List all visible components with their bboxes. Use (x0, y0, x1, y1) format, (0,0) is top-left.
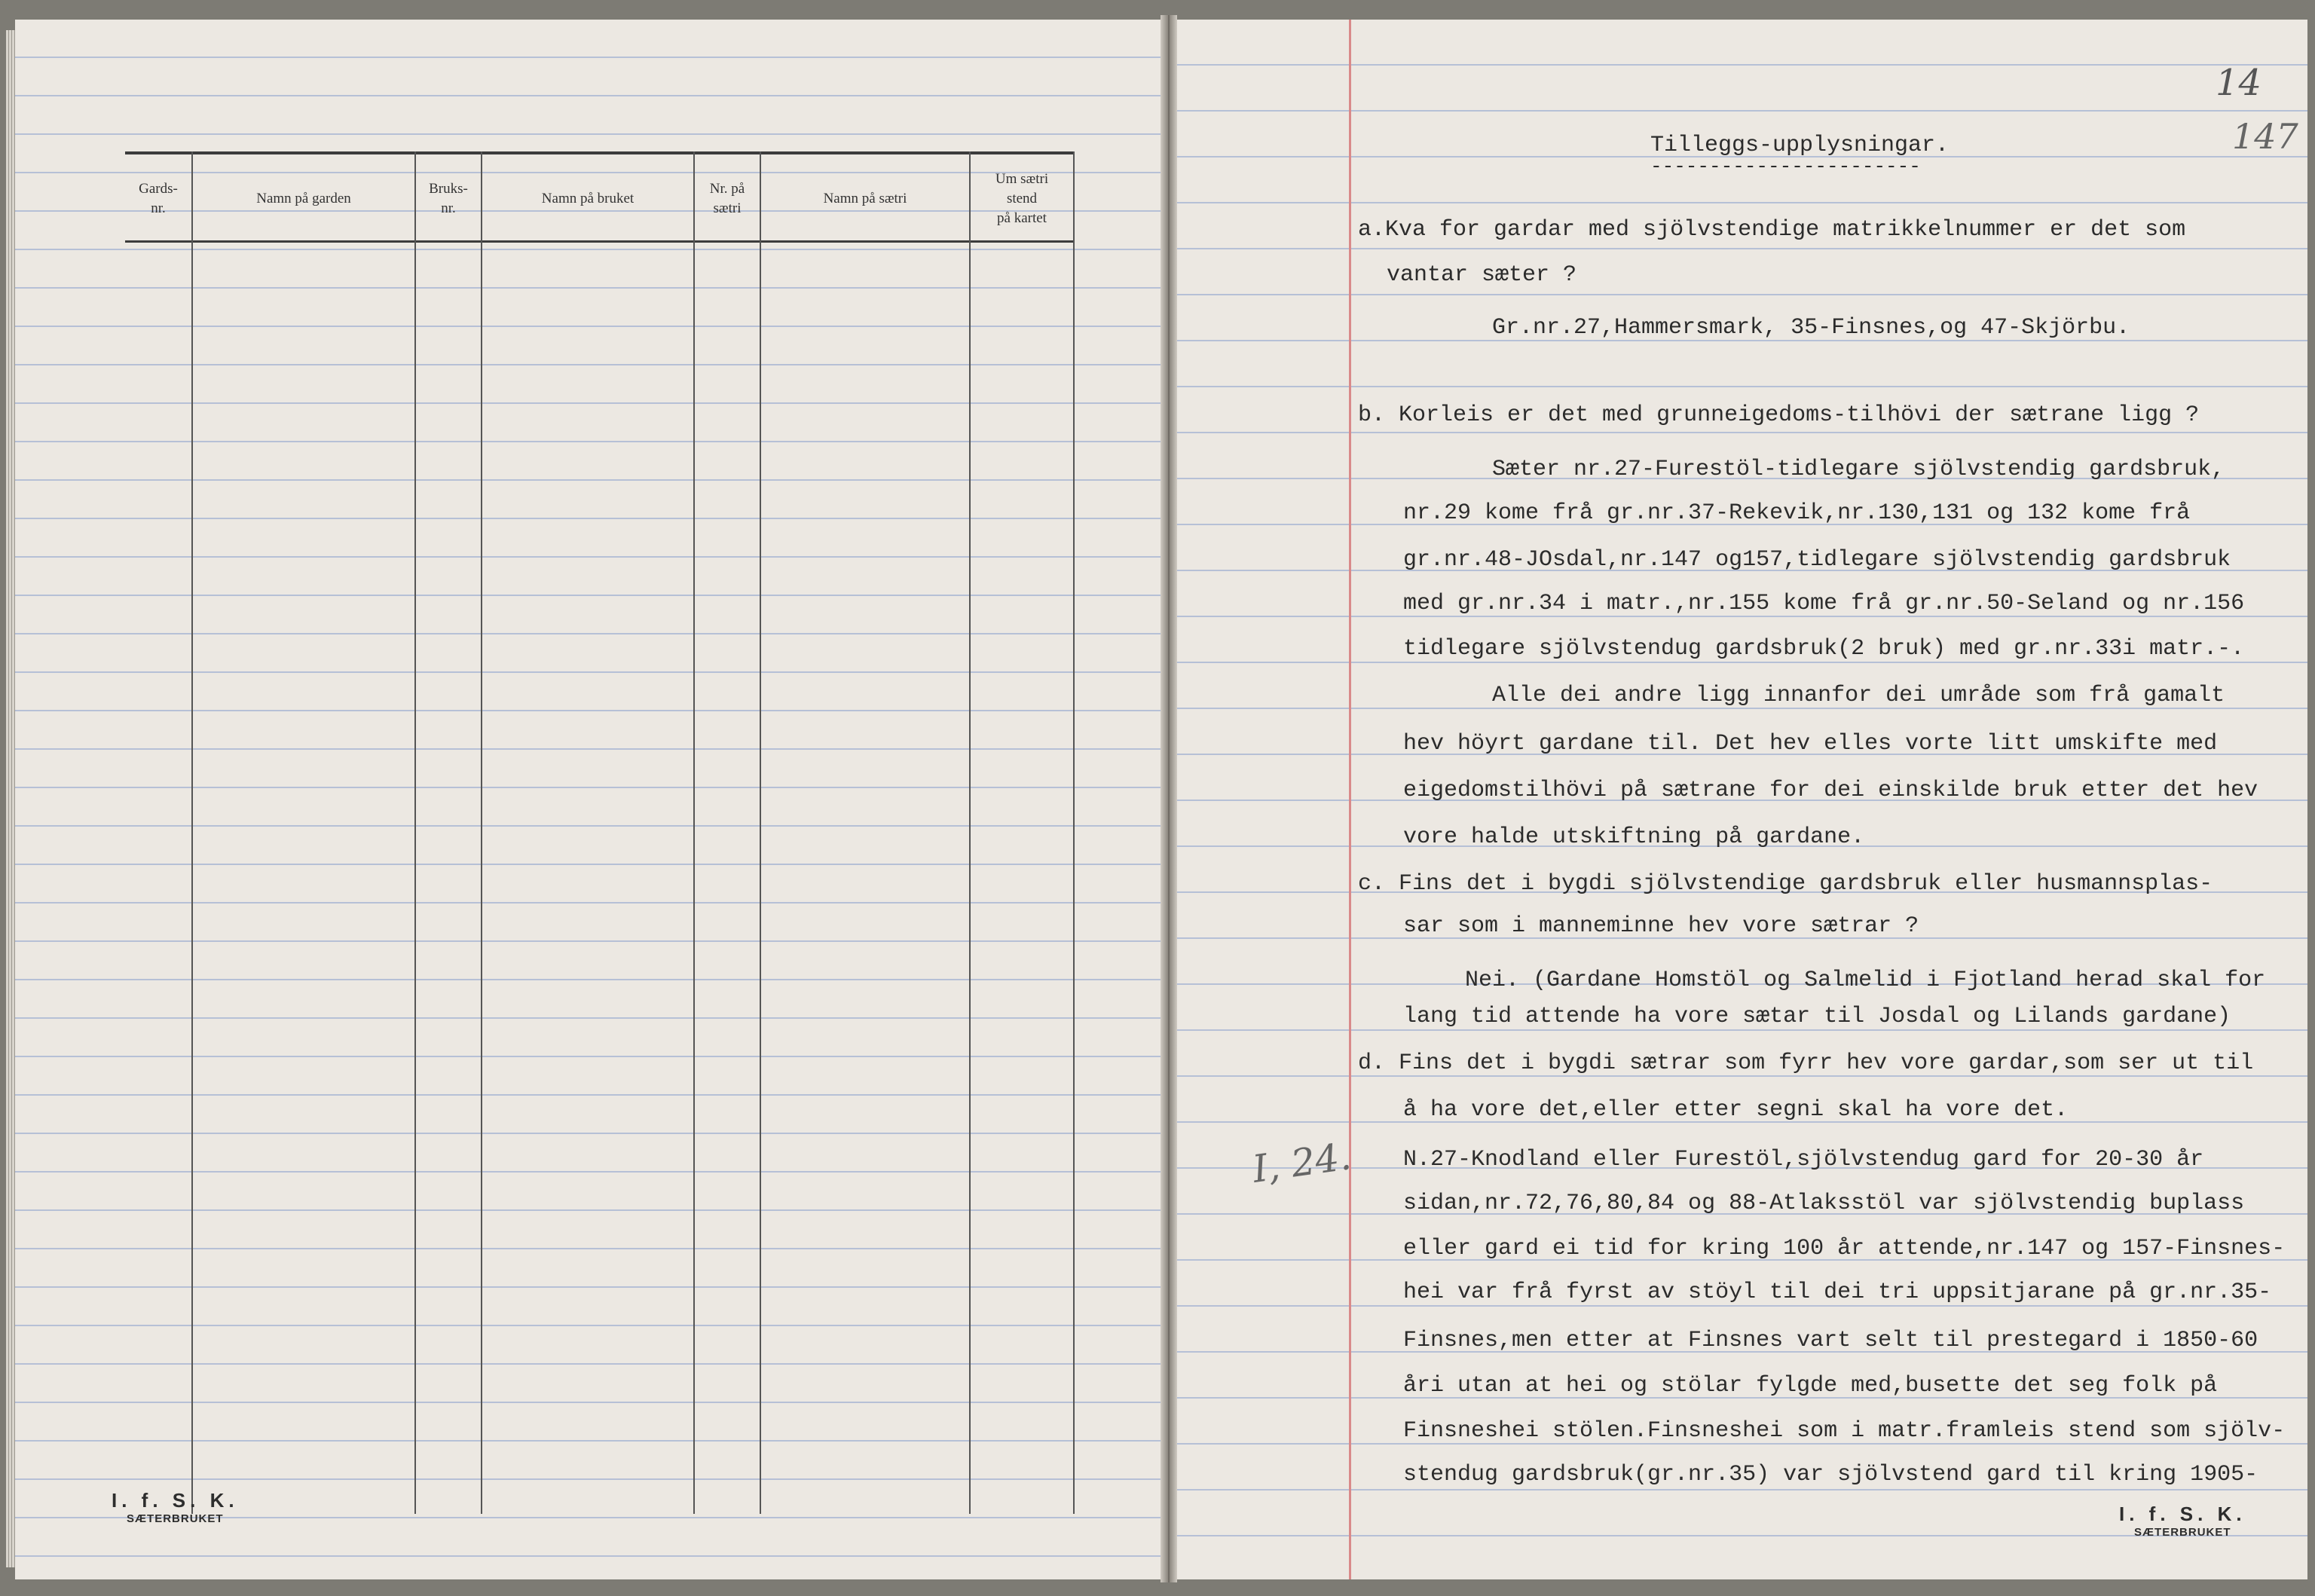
text-line: gr.nr.48-JOsdal,nr.147 og157,tidlegare sjölvstendig gardsbruk (1403, 547, 2231, 573)
text-line: åri utan at hei og stölar fylgde med,busette det seg folk på (1403, 1373, 2218, 1399)
text-line: Gr.nr.27,Hammersmark, 35-Finsnes,og 47-Skjörbu. (1492, 315, 2130, 341)
text-line: c. Fins det i bygdi sjölvstendige gardsbruk eller husmannsplas- (1358, 871, 2213, 897)
text-line: d. Fins det i bygdi sætrar som fyrr hev vore gardar,som ser ut til (1358, 1050, 2254, 1076)
page-number: 14 (2216, 62, 2262, 104)
text-line: lang tid attende ha vore sætar til Josdal og Lilands gardane) (1403, 1004, 2231, 1029)
text-line: Sæter nr.27-Furestöl-tidlegare sjölvstendig gardsbruk, (1492, 457, 2225, 482)
header-gards-nr: Gards- nr. (139, 181, 178, 216)
table-header-rule (125, 240, 1075, 243)
text-line: b. Korleis er det med grunneigedoms-tilhövi der sætrane ligg ? (1358, 402, 2200, 428)
table-column-divider (693, 151, 695, 1514)
text-line: stendug gardsbruk(gr.nr.35) var sjölvstend gard til kring 1905- (1403, 1462, 2258, 1487)
header-nr-pa-saetri: Nr. på sætri (709, 181, 745, 216)
table-column-divider (481, 151, 482, 1514)
stamp-line-1: I. f. S. K. (112, 1489, 239, 1512)
text-line: hei var frå fyrst av stöyl til dei tri uppsitjarane på gr.nr.35- (1403, 1280, 2272, 1305)
red-margin-line (1349, 20, 1351, 1579)
text-line: Nei. (Gardane Homstöl og Salmelid i Fjotland herad skal for (1465, 968, 2266, 993)
table-column-divider (969, 151, 971, 1514)
left-page (15, 20, 1161, 1579)
text-line: vore halde utskiftning på gardane. (1403, 824, 1865, 850)
header-um-saetri-stend: Um sætri stend på kartet (995, 171, 1049, 226)
ledger-table (125, 151, 1075, 1514)
stamp-line-2: SÆTERBRUKET (127, 1512, 224, 1525)
text-line: tidlegare sjölvstendug gardsbruk(2 bruk) med gr.nr.33i matr.-. (1403, 636, 2245, 662)
right-page (1177, 20, 2307, 1579)
table-column-divider (191, 151, 193, 1514)
text-line: med gr.nr.34 i matr.,nr.155 kome frå gr.nr.50-Seland og nr.156 (1403, 591, 2245, 616)
header-namn-pa-garden: Namn på garden (256, 191, 351, 206)
text-line: sidan,nr.72,76,80,84 og 88-Atlaksstöl var sjölvstendig buplass (1403, 1191, 2245, 1216)
header-namn-pa-bruket: Namn på bruket (541, 191, 635, 206)
text-line: Finsnes,men etter at Finsnes vart selt til prestegard i 1850-60 (1403, 1328, 2258, 1353)
text-line: Finsneshei stölen.Finsneshei som i matr.framleis stend som sjölv- (1403, 1418, 2286, 1444)
pencil-page-number: 147 (2232, 116, 2298, 157)
text-line: eller gard ei tid for kring 100 år attende,nr.147 og 157-Finsnes- (1403, 1236, 2286, 1261)
institution-stamp (2119, 1503, 2246, 1539)
table-column-divider (1073, 151, 1075, 1514)
document-title: Tilleggs-upplysningar. (1650, 133, 1950, 158)
book-gutter (1161, 15, 1177, 1582)
text-line: Alle dei andre ligg innanfor dei umråde som frå gamalt (1492, 683, 2225, 708)
text-line: vantar sæter ? (1387, 262, 1577, 288)
stamp-line-2: SÆTERBRUKET (2134, 1526, 2231, 1539)
institution-stamp (112, 1489, 239, 1525)
text-line: a.Kva for gardar med sjölvstendige matrikkelnummer er det som (1358, 217, 2186, 243)
header-bruks-nr: Bruks- nr. (429, 181, 468, 216)
header-namn-pa-saetri: Namn på sætri (823, 191, 907, 206)
text-line: sar som i manneminne hev vore sætrar ? (1403, 913, 1919, 939)
table-top-rule (125, 151, 1075, 154)
stamp-line-1: I. f. S. K. (2119, 1503, 2246, 1525)
text-line: å ha vore det,eller etter segni skal ha vore det. (1403, 1097, 2069, 1123)
text-line: N.27-Knodland eller Furestöl,sjölvstendug gard for 20-30 år (1403, 1147, 2204, 1173)
handwritten-margin-note: I, 24. (1249, 1134, 1354, 1191)
text-line: nr.29 kome frå gr.nr.37-Rekevik,nr.130,131 og 132 kome frå (1403, 500, 2191, 526)
title-underline: ----------------------- (1650, 155, 1921, 178)
table-column-divider (760, 151, 761, 1514)
table-column-divider (414, 151, 416, 1514)
text-line: hev höyrt gardane til. Det hev elles vorte litt umskifte med (1403, 731, 2218, 757)
text-line: eigedomstilhövi på sætrane for dei einskilde bruk etter det hev (1403, 778, 2258, 803)
